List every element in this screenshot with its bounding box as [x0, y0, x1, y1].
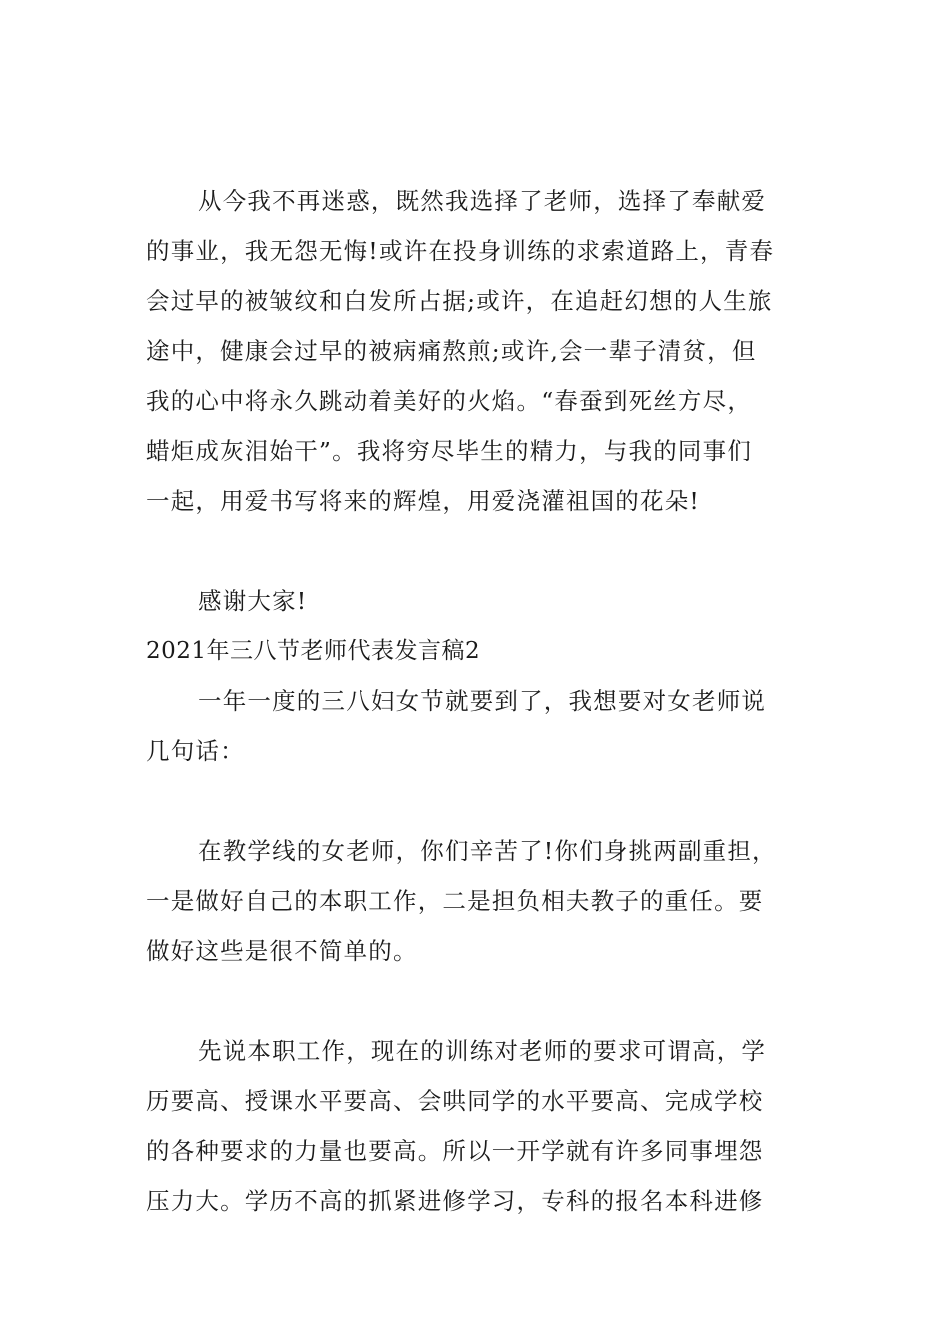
paragraph-3-line-2: 一是做好自己的本职工作，二是担负相夫教子的重任。要 — [146, 887, 764, 915]
paragraph-1-line-2: 的事业，我无怨无悔!或许在投身训练的求索道路上，青春 — [146, 237, 775, 265]
paragraph-1-line-1: 从今我不再迷惑，既然我选择了老师，选择了奉献爱 — [198, 187, 767, 215]
paragraph-4-line-2: 历要高、授课水平要高、会哄同学的水平要高、完成学校 — [146, 1087, 764, 1115]
paragraph-1-line-4: 途中，健康会过早的被病痛熬煎;或许,会一辈子清贫，但 — [146, 337, 757, 365]
paragraph-4-line-1: 先说本职工作，现在的训练对老师的要求可谓高，学 — [198, 1037, 767, 1065]
paragraph-1-line-5: 我的心中将永久跳动着美好的火焰。“春蚕到死丝方尽， — [146, 387, 753, 415]
paragraph-2-line-1: 一年一度的三八妇女节就要到了，我想要对女老师说 — [198, 687, 767, 715]
paragraph-3-line-3: 做好这些是很不简单的。 — [146, 937, 418, 965]
thanks-line: 感谢大家! — [198, 587, 308, 615]
paragraph-4-line-4: 压力大。学历不高的抓紧进修学习，专科的报名本科进修 — [146, 1187, 764, 1215]
paragraph-4-line-3: 的各种要求的力量也要高。所以一开学就有许多同事埋怨 — [146, 1137, 764, 1165]
paragraph-3-line-1: 在教学线的女老师，你们辛苦了!你们身挑两副重担， — [198, 837, 777, 865]
paragraph-1-line-3: 会过早的被皱纹和白发所占据;或许，在追赶幻想的人生旅 — [146, 287, 773, 315]
section-title: 2021年三八节老师代表发言稿2 — [146, 638, 481, 664]
paragraph-1-line-7: 一起，用爱书写将来的辉煌，用爱浇灌祖国的花朵! — [146, 487, 701, 515]
paragraph-2-line-2: 几句话： — [146, 737, 245, 765]
paragraph-1-line-6: 蜡炬成灰泪始干”。我将穷尽毕生的精力，与我的同事们 — [146, 437, 753, 465]
